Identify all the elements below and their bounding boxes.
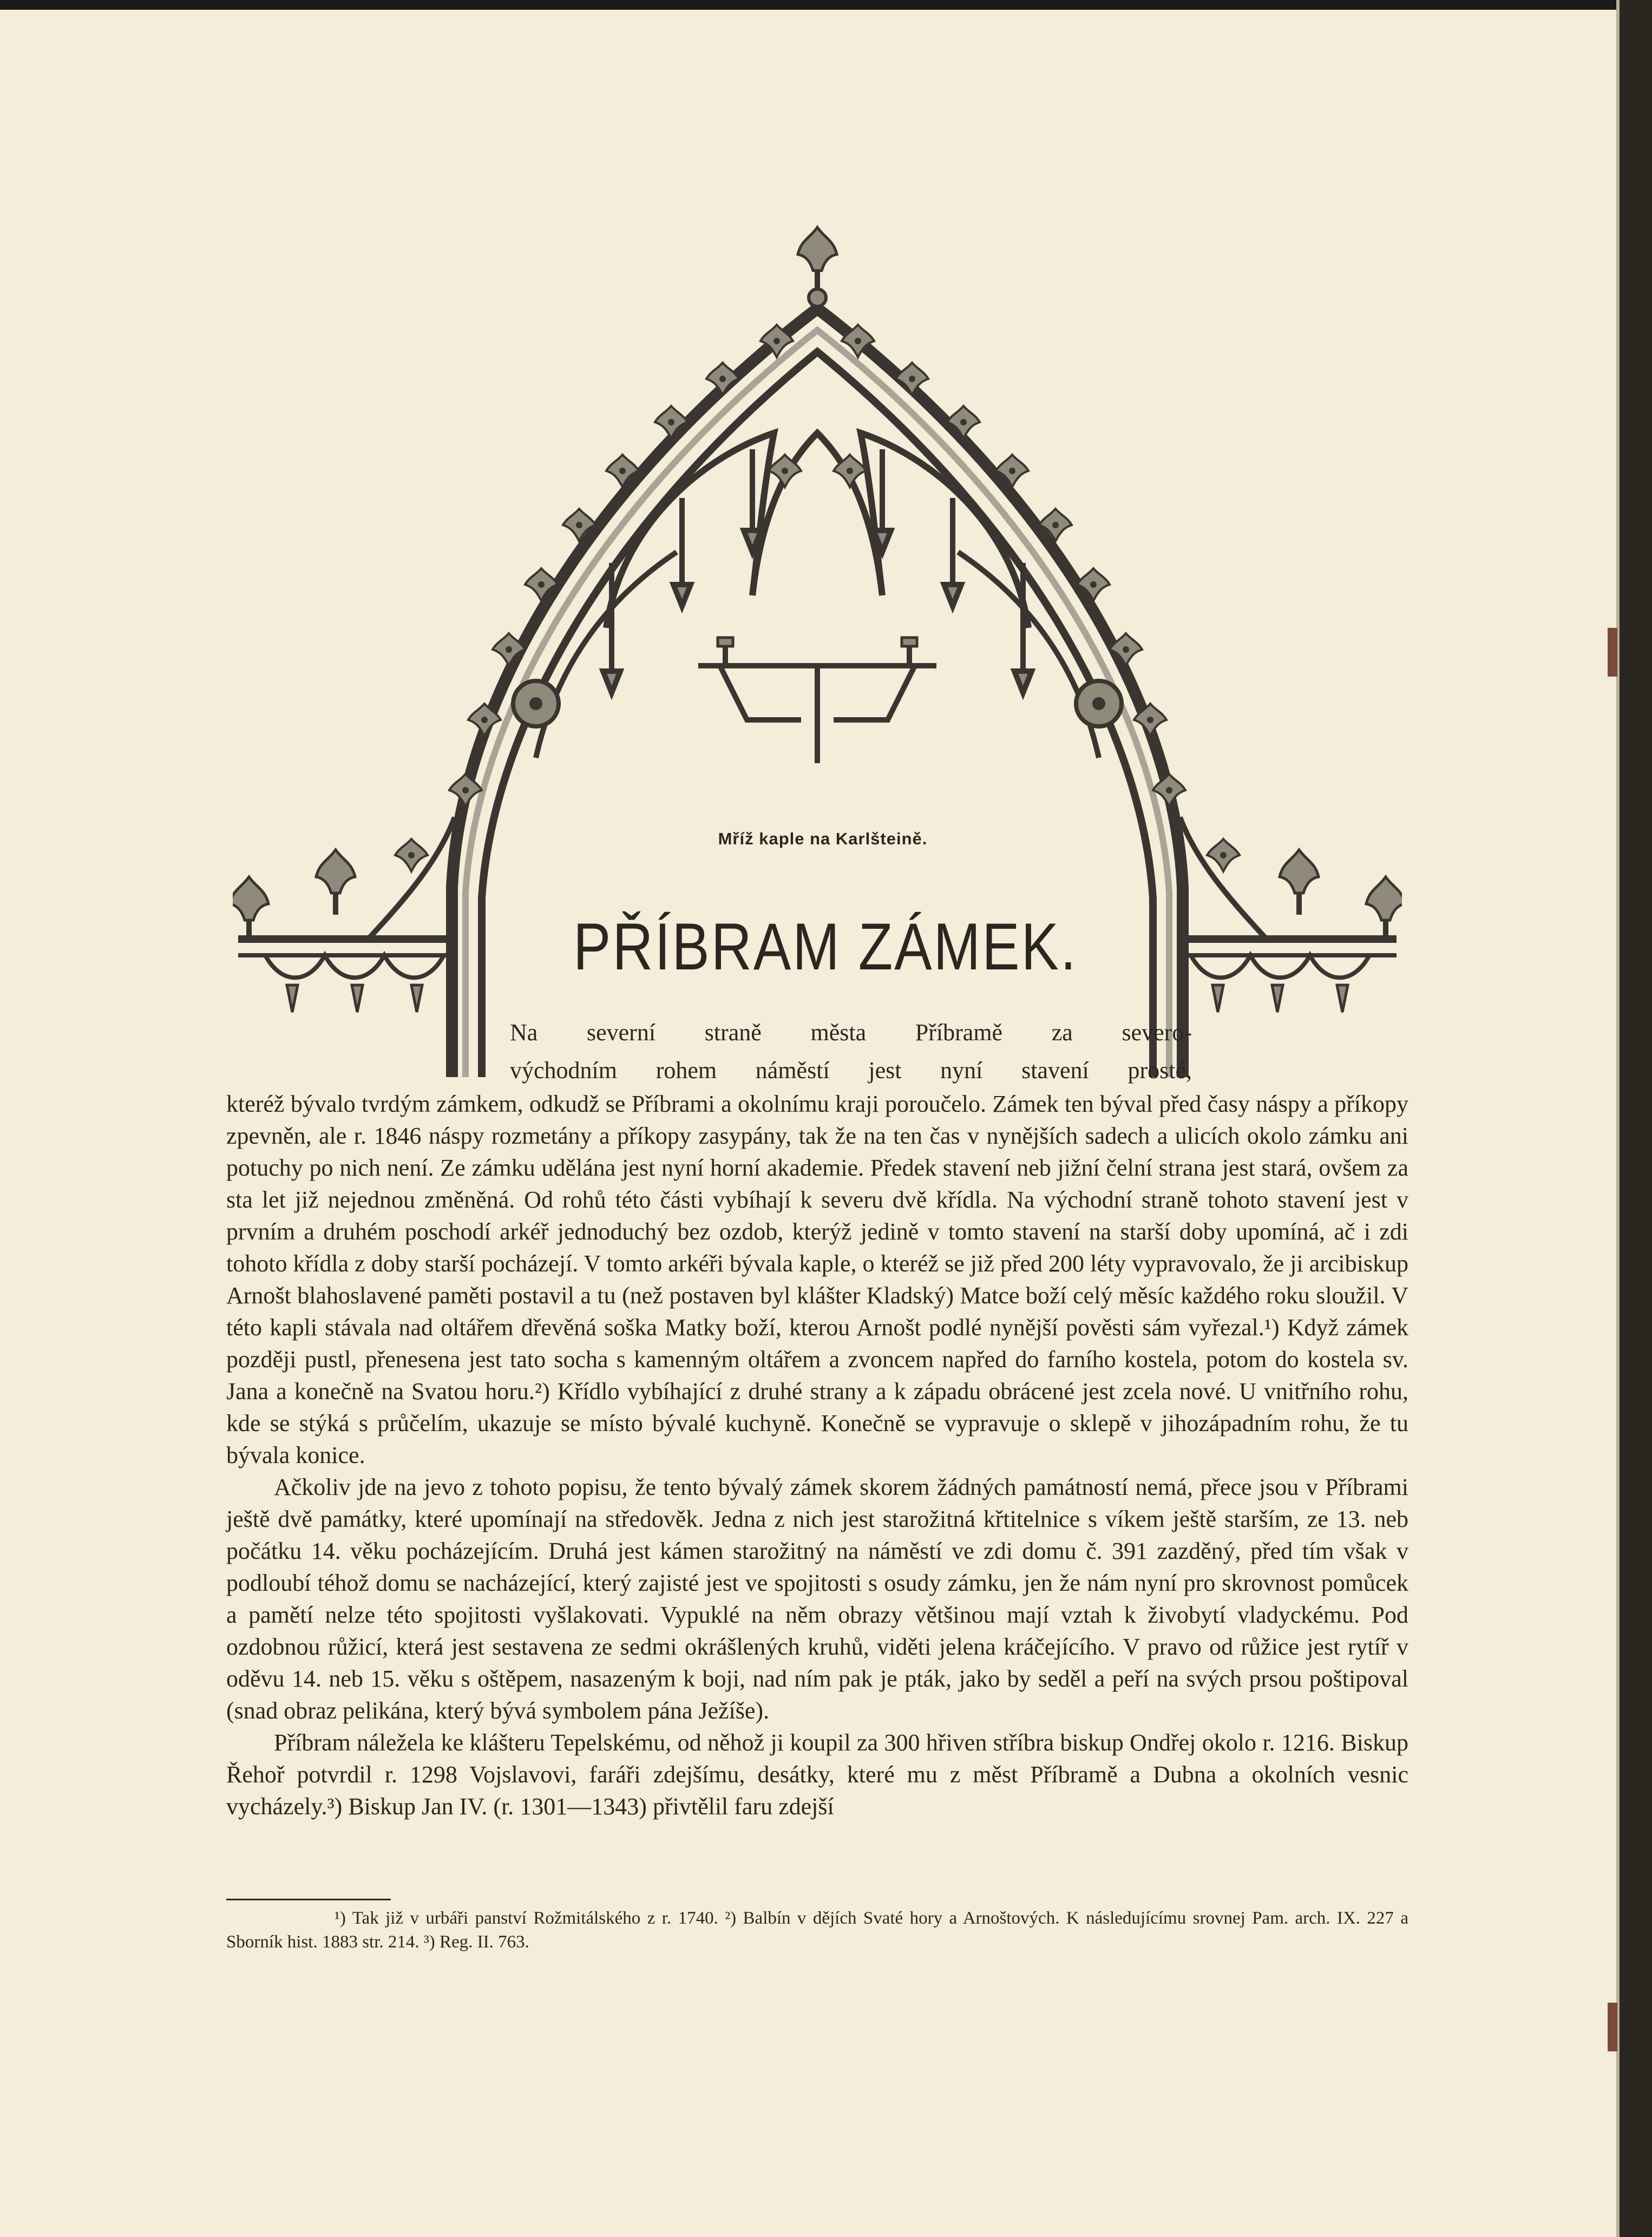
paragraph-2: Ačkoliv jde na jevo z tohoto popisu, že tento bývalý zámek skorem žádných památností nemá, přece jsou v Příbrami ještě dvě památky, které upomínají na středověk. Jedna z nich jest starožitná křtitelnice s víkem ještě starším, ze 13. neb počátku 14. věku pocházejícím. Druhá jest kámen starožitný na náměstí ve zdi domu č. 391 zazděný, před tím však v podloubí téhož domu se nacházející, který zajisté jest ve spojitosti s osudy zámku, jen že nám nyní pro skrovnost pomůcek a pamětí nelze této spojitosti vyšlakovati. Vypuklé na něm obrazy většinou mají vztah k živobytí vladyckému. Pod ozdobnou růžicí, která jest sestavena ze sedmi okrášlených kruhů, viděti jelena kráčejícího. V pravo od růžice jest rytíř v oděvu 14. neb 15. věku s oštěpem, nasazeným k boji, nad ním pak je pták, jako by seděl a peří na svých prsou poštipoval (snad obraz pelikána, který bývá symbolem pána Ježíše).: [226, 1474, 1408, 1724]
footnotes: [226, 1906, 1408, 1954]
page-title: PŘÍBRAM ZÁMEK.: [573, 910, 1078, 985]
intro-line-1: Na severní straně města Příbramě za severo-: [510, 1019, 1192, 1046]
scan-right-edge: [1620, 0, 1652, 2237]
footnote-rule: [226, 1899, 391, 1900]
binding-mark: [1608, 628, 1617, 677]
figure-caption: Mříž kaple na Karlšteině.: [718, 829, 928, 848]
paragraph-3: Příbram náležela ke klášteru Tepelskému, od něhož ji koupil za 300 hřiven stříbra biskup Ondřej okolo r. 1216. Biskup Řehoř potvrdil r. 1298 Vojslavovi, faráři zdejšímu, desátky, které mu z měst Příbramě a Dubna a okolních vesnic vycházely.³) Biskup Jan IV. (r. 1301—1343) přivtělil faru zdejší: [226, 1729, 1408, 1820]
binding-mark: [1608, 2003, 1617, 2051]
footnote-text: ¹) Tak již v urbáři panství Rožmitálského z r. 1740. ²) Balbín v dějích Svaté hory a Arnoštových. K následujícímu srovnej Pam. arch. IX. 227 a Sborník hist. 1883 str. 214. ³) Reg. II. 763.: [226, 1908, 1408, 1952]
paragraph-1: kteréž bývalo tvrdým zámkem, odkudž se Příbrami a okolnímu kraji poroučelo. Zámek ten býval před časy náspy a příkopy zpevněn, ale r. 1846 náspy rozmetány a příkopy zasypány, tak že na ten čas v nynějších sadech a ulicích okolo zámku ani potuchy po nich není. Ze zámku udělána jest nyní horní akademie. Předek stavení neb jižní čelní strana jest stará, ovšem za sta let již nejednou změněná. Od rohů této části vybíhají k severu dvě křídla. Na východní straně tohoto stavení jest v prvním a druhém poschodí arkéř jednoduchý bez ozdob, kterýž jedině v tomto stavení na starší doby upomíná, ač i zdi tohoto křídla z doby starší pocházejí. V tomto arkéři bývala kaple, o kteréž se již před 200 léty vypravovalo, že ji arcibiskup Arnošt blahoslavené paměti postavil a tu (než postaven byl klášter Kladský) Matce boží celý měsíc každého roku sloužil. V této kapli stávala nad oltářem dřevěná soška Matky boží, kterou Arnošt podlé nynější pověsti sám vyřezal.¹) Když zámek později pustl, přenesena jest tato socha s kamenným oltářem a zvoncem napřed do farního kostela, potom do kostela sv. Jana a konečně na Svatou horu.²) Křídlo vybíhající z druhé strany a k západu obrácené jest zcela nové. U vnitřního rohu, kde se stýká s průčelím, ukazuje se místo bývalé kuchyně. Konečně se vypravuje o sklepě v jihozápadním rohu, že tu bývala konice.: [226, 1091, 1408, 1468]
intro-line-2: východním rohem náměstí jest nyní stavení prosté,: [510, 1057, 1192, 1084]
body-text: [226, 1088, 1408, 1822]
scan-top-edge: [0, 0, 1652, 10]
